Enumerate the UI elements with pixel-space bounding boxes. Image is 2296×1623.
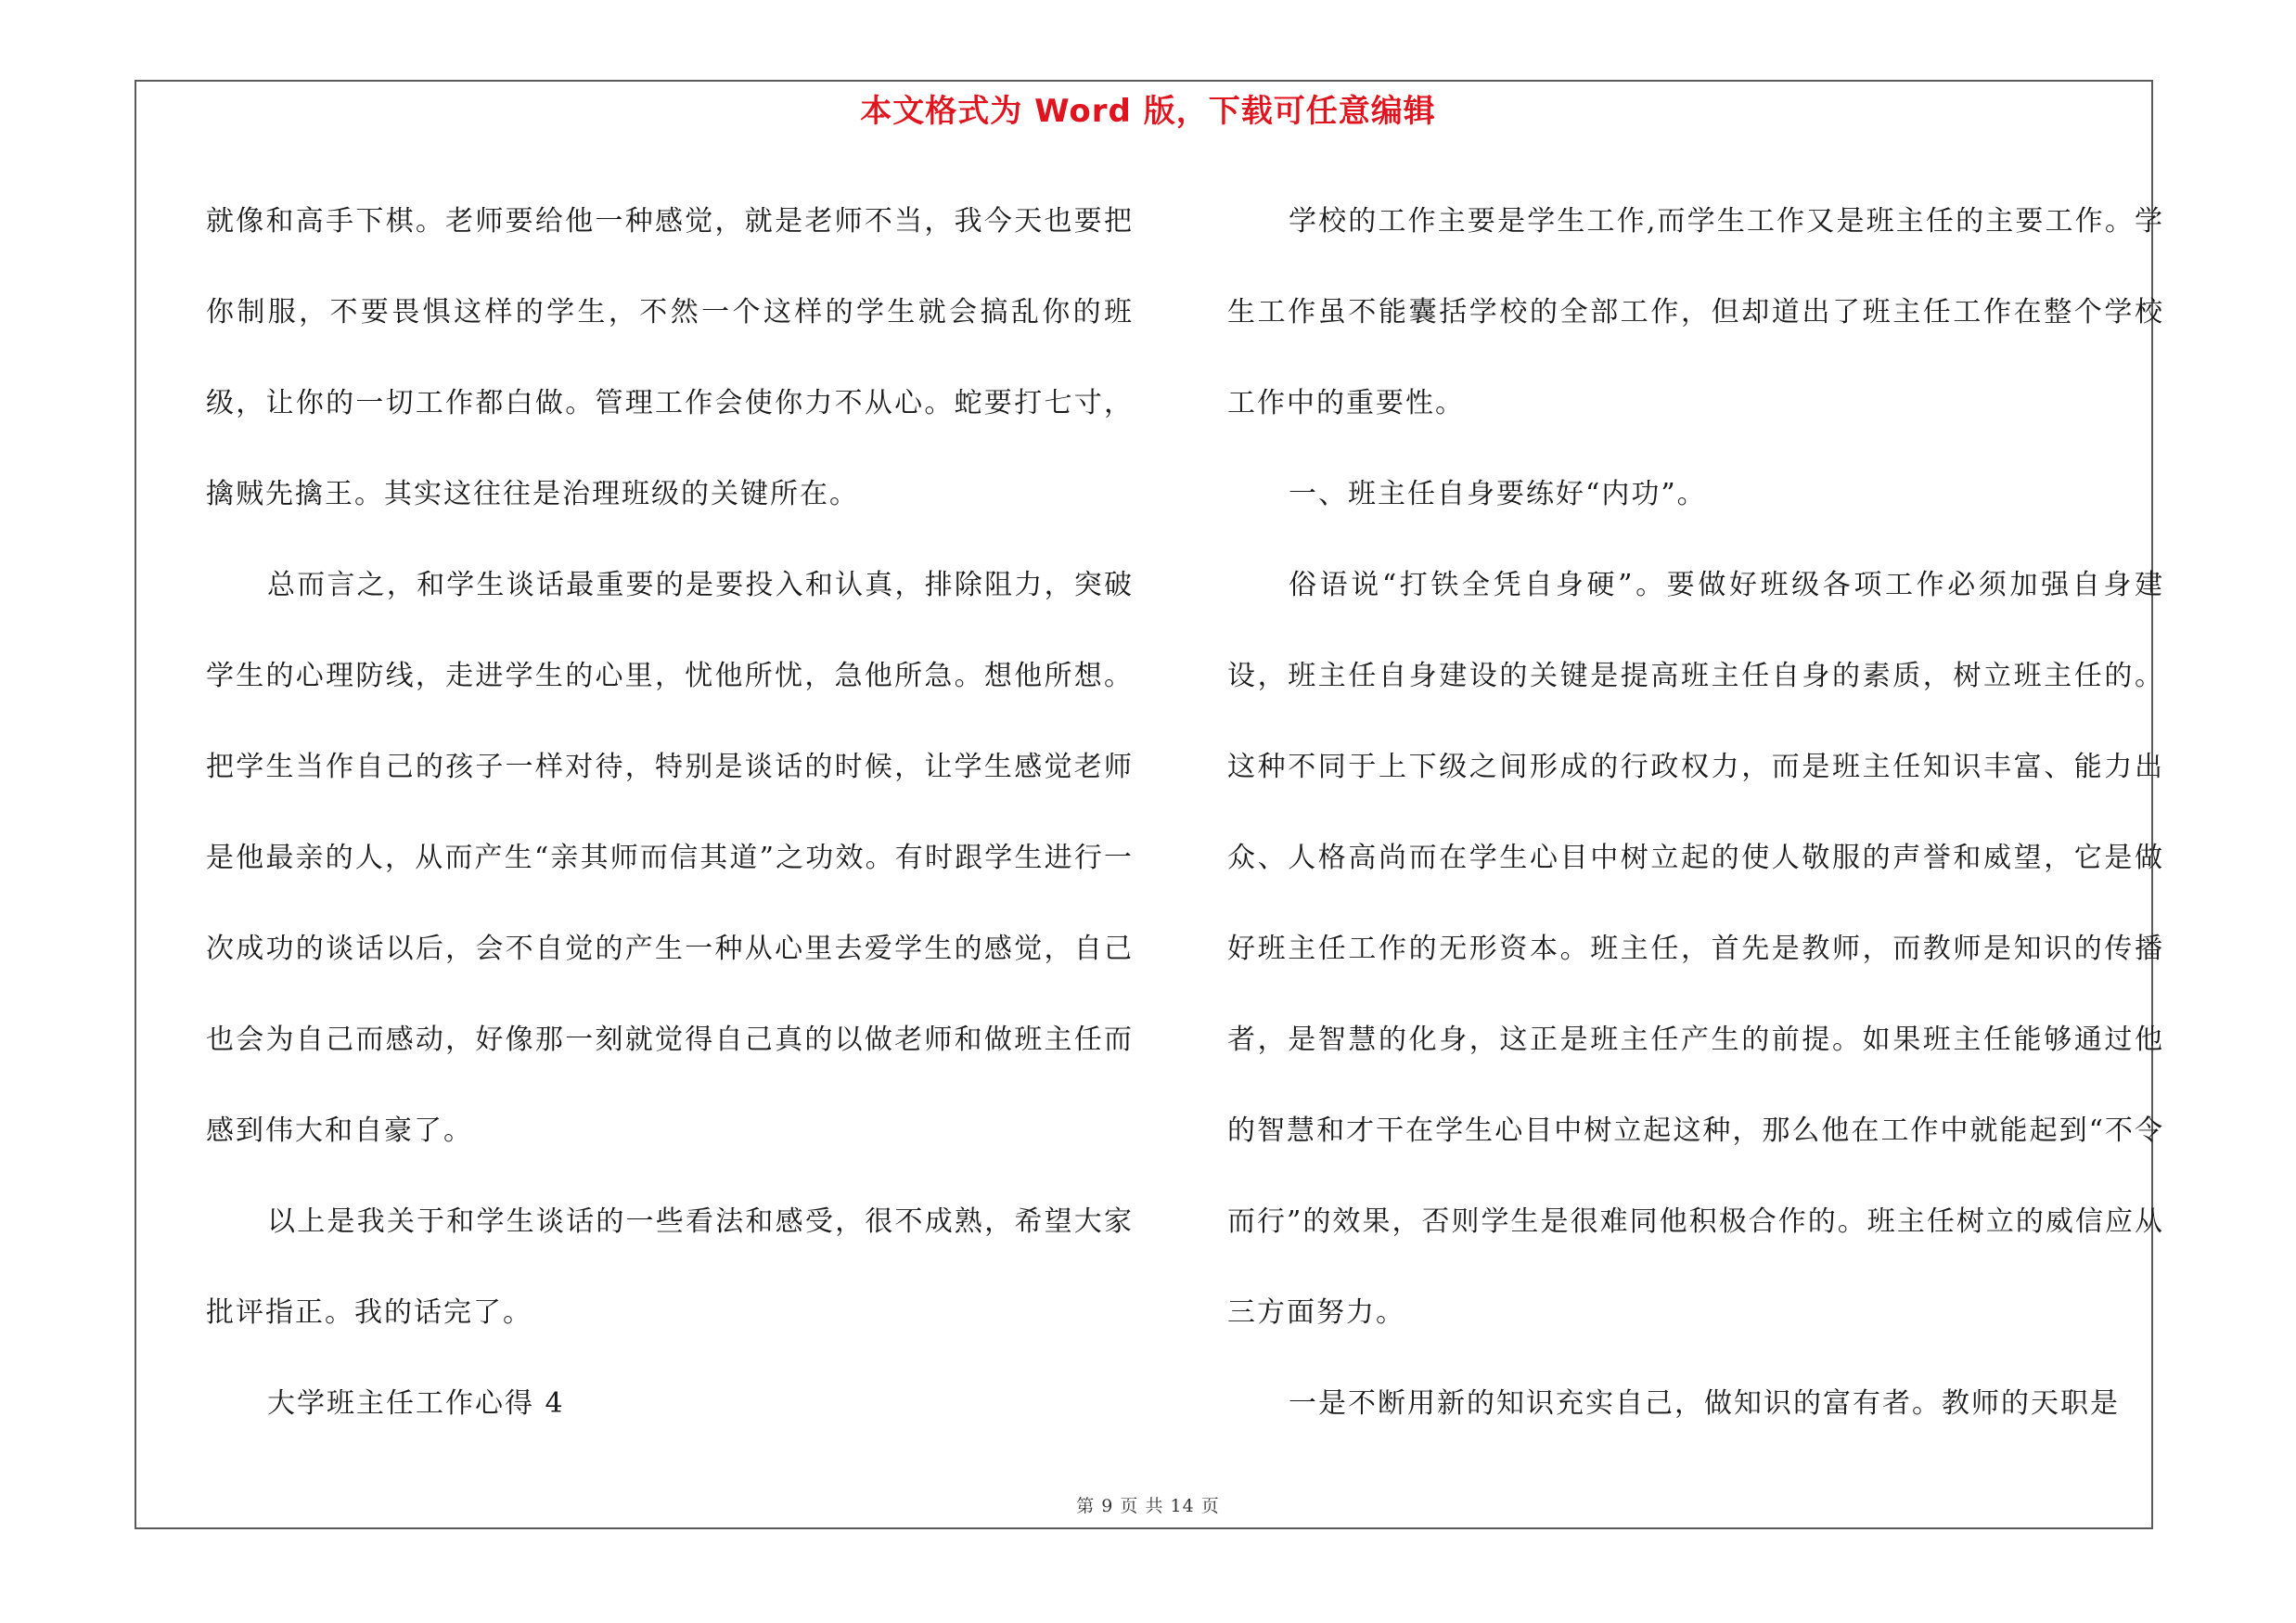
left-paragraph-3: 以上是我关于和学生谈话的一些看法和感受，很不成熟，希望大家批评指正。我的话完了。 — [206, 1205, 1134, 1329]
header-banner: 本文格式为 Word 版，下载可任意编辑 — [860, 93, 1436, 130]
right-paragraph-1: 学校的工作主要是学生工作,而学生工作又是班主任的主要工作。学生工作虽不能囊括学校的全部工作，但却道出了班主任工作在整个学校工作中的重要性。 — [1227, 205, 2164, 419]
page-number-footer: 第 9 页 共 14 页 — [1076, 1496, 1220, 1516]
right-paragraph-3: 一是不断用新的知识充实自己，做知识的富有者。教师的天职是 — [1289, 1387, 2120, 1420]
right-column — [1227, 176, 2164, 1449]
left-column — [206, 176, 1134, 1449]
left-paragraph-heading: 大学班主任工作心得 4 — [267, 1387, 565, 1420]
right-paragraph-heading: 一、班主任自身要练好“内功”。 — [1289, 478, 1707, 510]
left-paragraph-1: 就像和高手下棋。老师要给他一种感觉，就是老师不当，我今天也要把你制服，不要畏惧这样的学生，不然一个这样的学生就会搞乱你的班级，让你的一切工作都白做。管理工作会使你力不从心。蛇要打七寸，擒贼先擒王。其实这往往是治理班级的关键所在。 — [206, 205, 1134, 510]
left-paragraph-2: 总而言之，和学生谈话最重要的是要投入和认真，排除阻力，突破学生的心理防线，走进学生的心里，忧他所忧，急他所急。想他所想。把学生当作自己的孩子一样对待，特别是谈话的时候，让学生感觉老师是他最亲的人，从而产生“亲其师而信其道”之功效。有时跟学生进行一次成功的谈话以后，会不自觉的产生一种从心里去爱学生的感觉，自己也会为自己而感动，好像那一刻就觉得自己真的以做老师和做班主任而感到伟大和自豪了。 — [206, 569, 1134, 1147]
right-paragraph-2: 俗语说“打铁全凭自身硬”。要做好班级各项工作必须加强自身建设，班主任自身建设的关键是提高班主任自身的素质，树立班主任的。这种不同于上下级之间形成的行政权力，而是班主任知识丰富、能力出众、人格高尚而在学生心目中树立起的使人敬服的声誉和威望，它是做好班主任工作的无形资本。班主任，首先是教师，而教师是知识的传播者，是智慧的化身，这正是班主任产生的前提。如果班主任能够通过他的智慧和才干在学生心目中树立起这种，那么他在工作中就能起到“不令而行”的效果，否则学生是很难同他积极合作的。班主任树立的威信应从三方面努力。 — [1227, 569, 2164, 1329]
